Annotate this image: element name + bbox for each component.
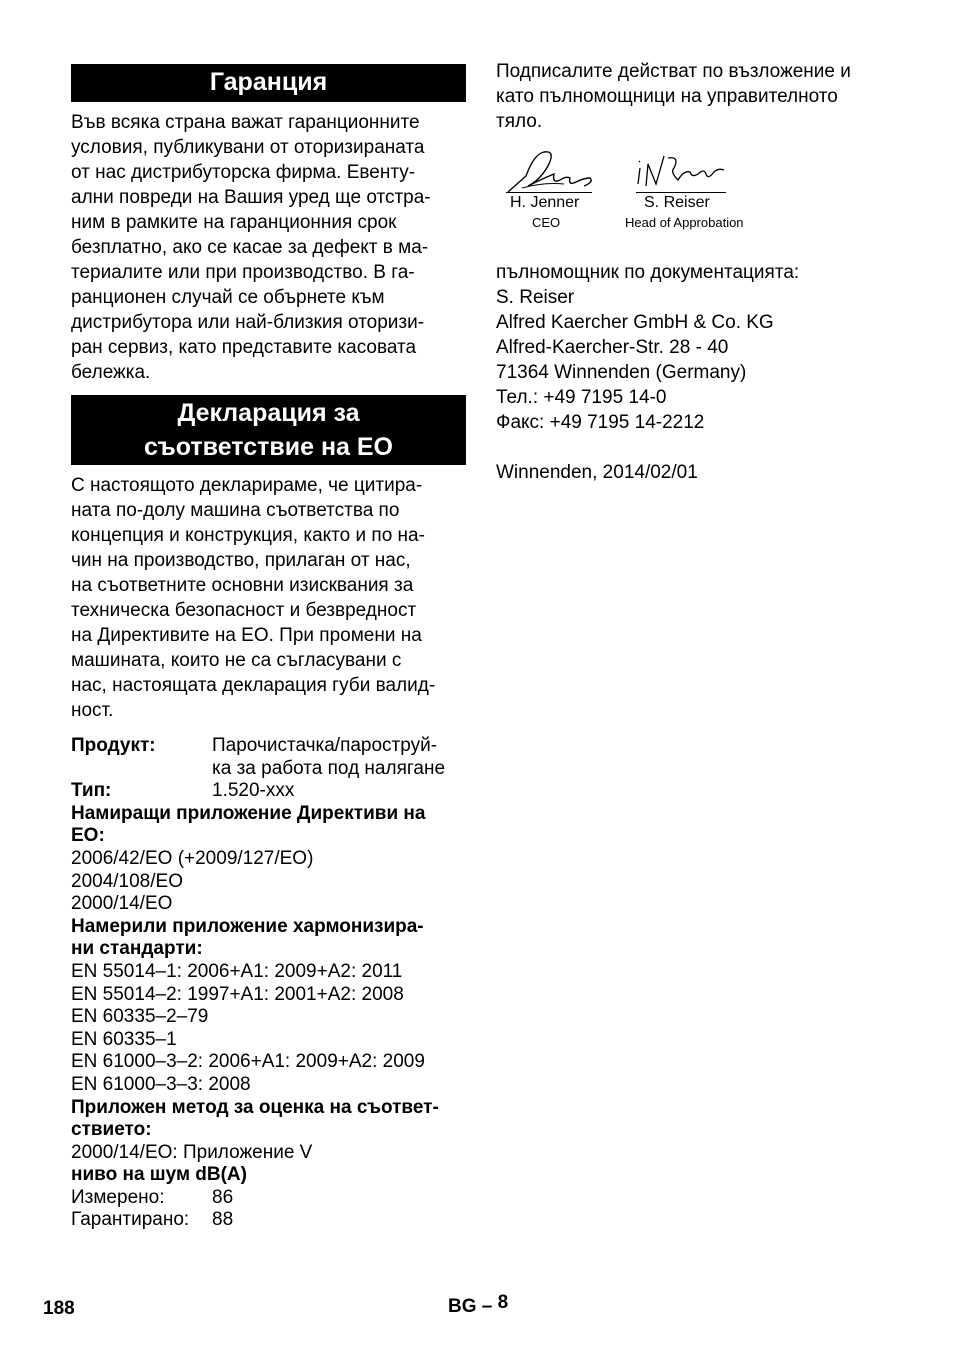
product-value: Парочистачка/пароструй- ка за работа под налягане (212, 735, 446, 779)
signer2-name: S. Reiser (644, 194, 710, 211)
jenner-signature-image (504, 148, 604, 198)
declaration-heading-line1: Декларация за (177, 399, 360, 427)
reiser-signature-line (636, 192, 726, 193)
guaranteed-row (71, 1209, 466, 1232)
type-value: 1.520-xxx (212, 780, 295, 802)
noise-label: ниво на шум dB(A) (71, 1164, 247, 1186)
signer1-role: CEO (532, 215, 561, 230)
right-column (496, 59, 896, 485)
guaranteed-value: 88 (212, 1209, 234, 1231)
signers-text: Подписалите действат по възложение и като пълномощници на управителното тяло. (496, 61, 851, 132)
declaration-heading-line2: съответствие на ЕО (143, 433, 394, 461)
declaration-text: С настоящото декларираме, че цитира- ната по-долу машина съответства по концепция и конструкция, както и по на- чин на производство, прилаган от нас, на съответните основни изисквания за техническа безопасност и безвредност на Директивите на ЕО. При промени на машината, които не са съгласувани с нас, настоящата декларация губи валид- ност. (71, 475, 436, 721)
warranty-heading: Гаранция (71, 64, 466, 102)
measured-value: 86 (212, 1186, 234, 1208)
product-row (71, 735, 466, 780)
standards-label: Намерили приложение хармонизира- ни стандарти: (71, 915, 424, 960)
place-date: Winnenden, 2014/02/01 (496, 462, 698, 483)
jenner-signature-line (506, 192, 592, 193)
measured-row (71, 1187, 466, 1210)
type-row (71, 780, 466, 803)
contact-block: пълномощник по документацията: S. Reiser Alfred Kaercher GmbH & Co. KG Alfred-Kaercher-Str. 28 - 40 71364 Winnenden (Germany) Тел.: +49 7195 14-0 Факс: +49 7195 14-2212 (496, 262, 800, 433)
method-value: 2000/14/ЕО: Приложение V (71, 1141, 313, 1163)
type-label: Тип: (71, 780, 112, 802)
page-number: 188 (43, 1298, 75, 1319)
signer2-role: Head of Approbation (625, 215, 744, 230)
footer-section-number: 8 (497, 1292, 509, 1313)
footer-section (448, 1292, 509, 1318)
directives-list: 2006/42/ЕО (+2009/127/ЕО) 2004/108/ЕО 2000/14/ЕО (71, 847, 314, 915)
product-details (71, 735, 466, 1232)
signer1-name: H. Jenner (510, 194, 580, 211)
declaration-heading (71, 395, 466, 465)
directives-label: Намиращи приложение Директиви на ЕО: (71, 802, 426, 847)
signatures-block (496, 142, 896, 252)
product-label: Продукт: (71, 735, 156, 756)
standards-list: EN 55014–1: 2006+A1: 2009+A2: 2011 EN 55014–2: 1997+A1: 2001+A2: 2008 EN 60335–2–79 EN 60335–1 EN 61000–3–2: 2006+A1: 2009+A2: 2009 EN 61000–3–3: 2008 (71, 960, 425, 1095)
guaranteed-label: Гарантирано: (71, 1209, 190, 1231)
footer-lang: BG – (448, 1296, 493, 1317)
left-column (71, 64, 466, 1232)
measured-label: Измерено: (71, 1186, 165, 1208)
reiser-signature-image (634, 150, 730, 194)
method-label: Приложен метод за оценка на съответ- ствието: (71, 1096, 439, 1141)
warranty-text: Във всяка страна важат гаранционните условия, публикувани от оторизираната от нас дистрибуторска фирма. Евенту- ални повреди на Вашия уред ще отстра- ним в рамките на гаранционния срок безплатно, ако се касае за дефект в ма- териалите или при производство. В га- ранционен случай се обърнете към дистрибутора или най-близкия оторизи- ран сервиз, като представите касовата бележка. (71, 112, 431, 383)
